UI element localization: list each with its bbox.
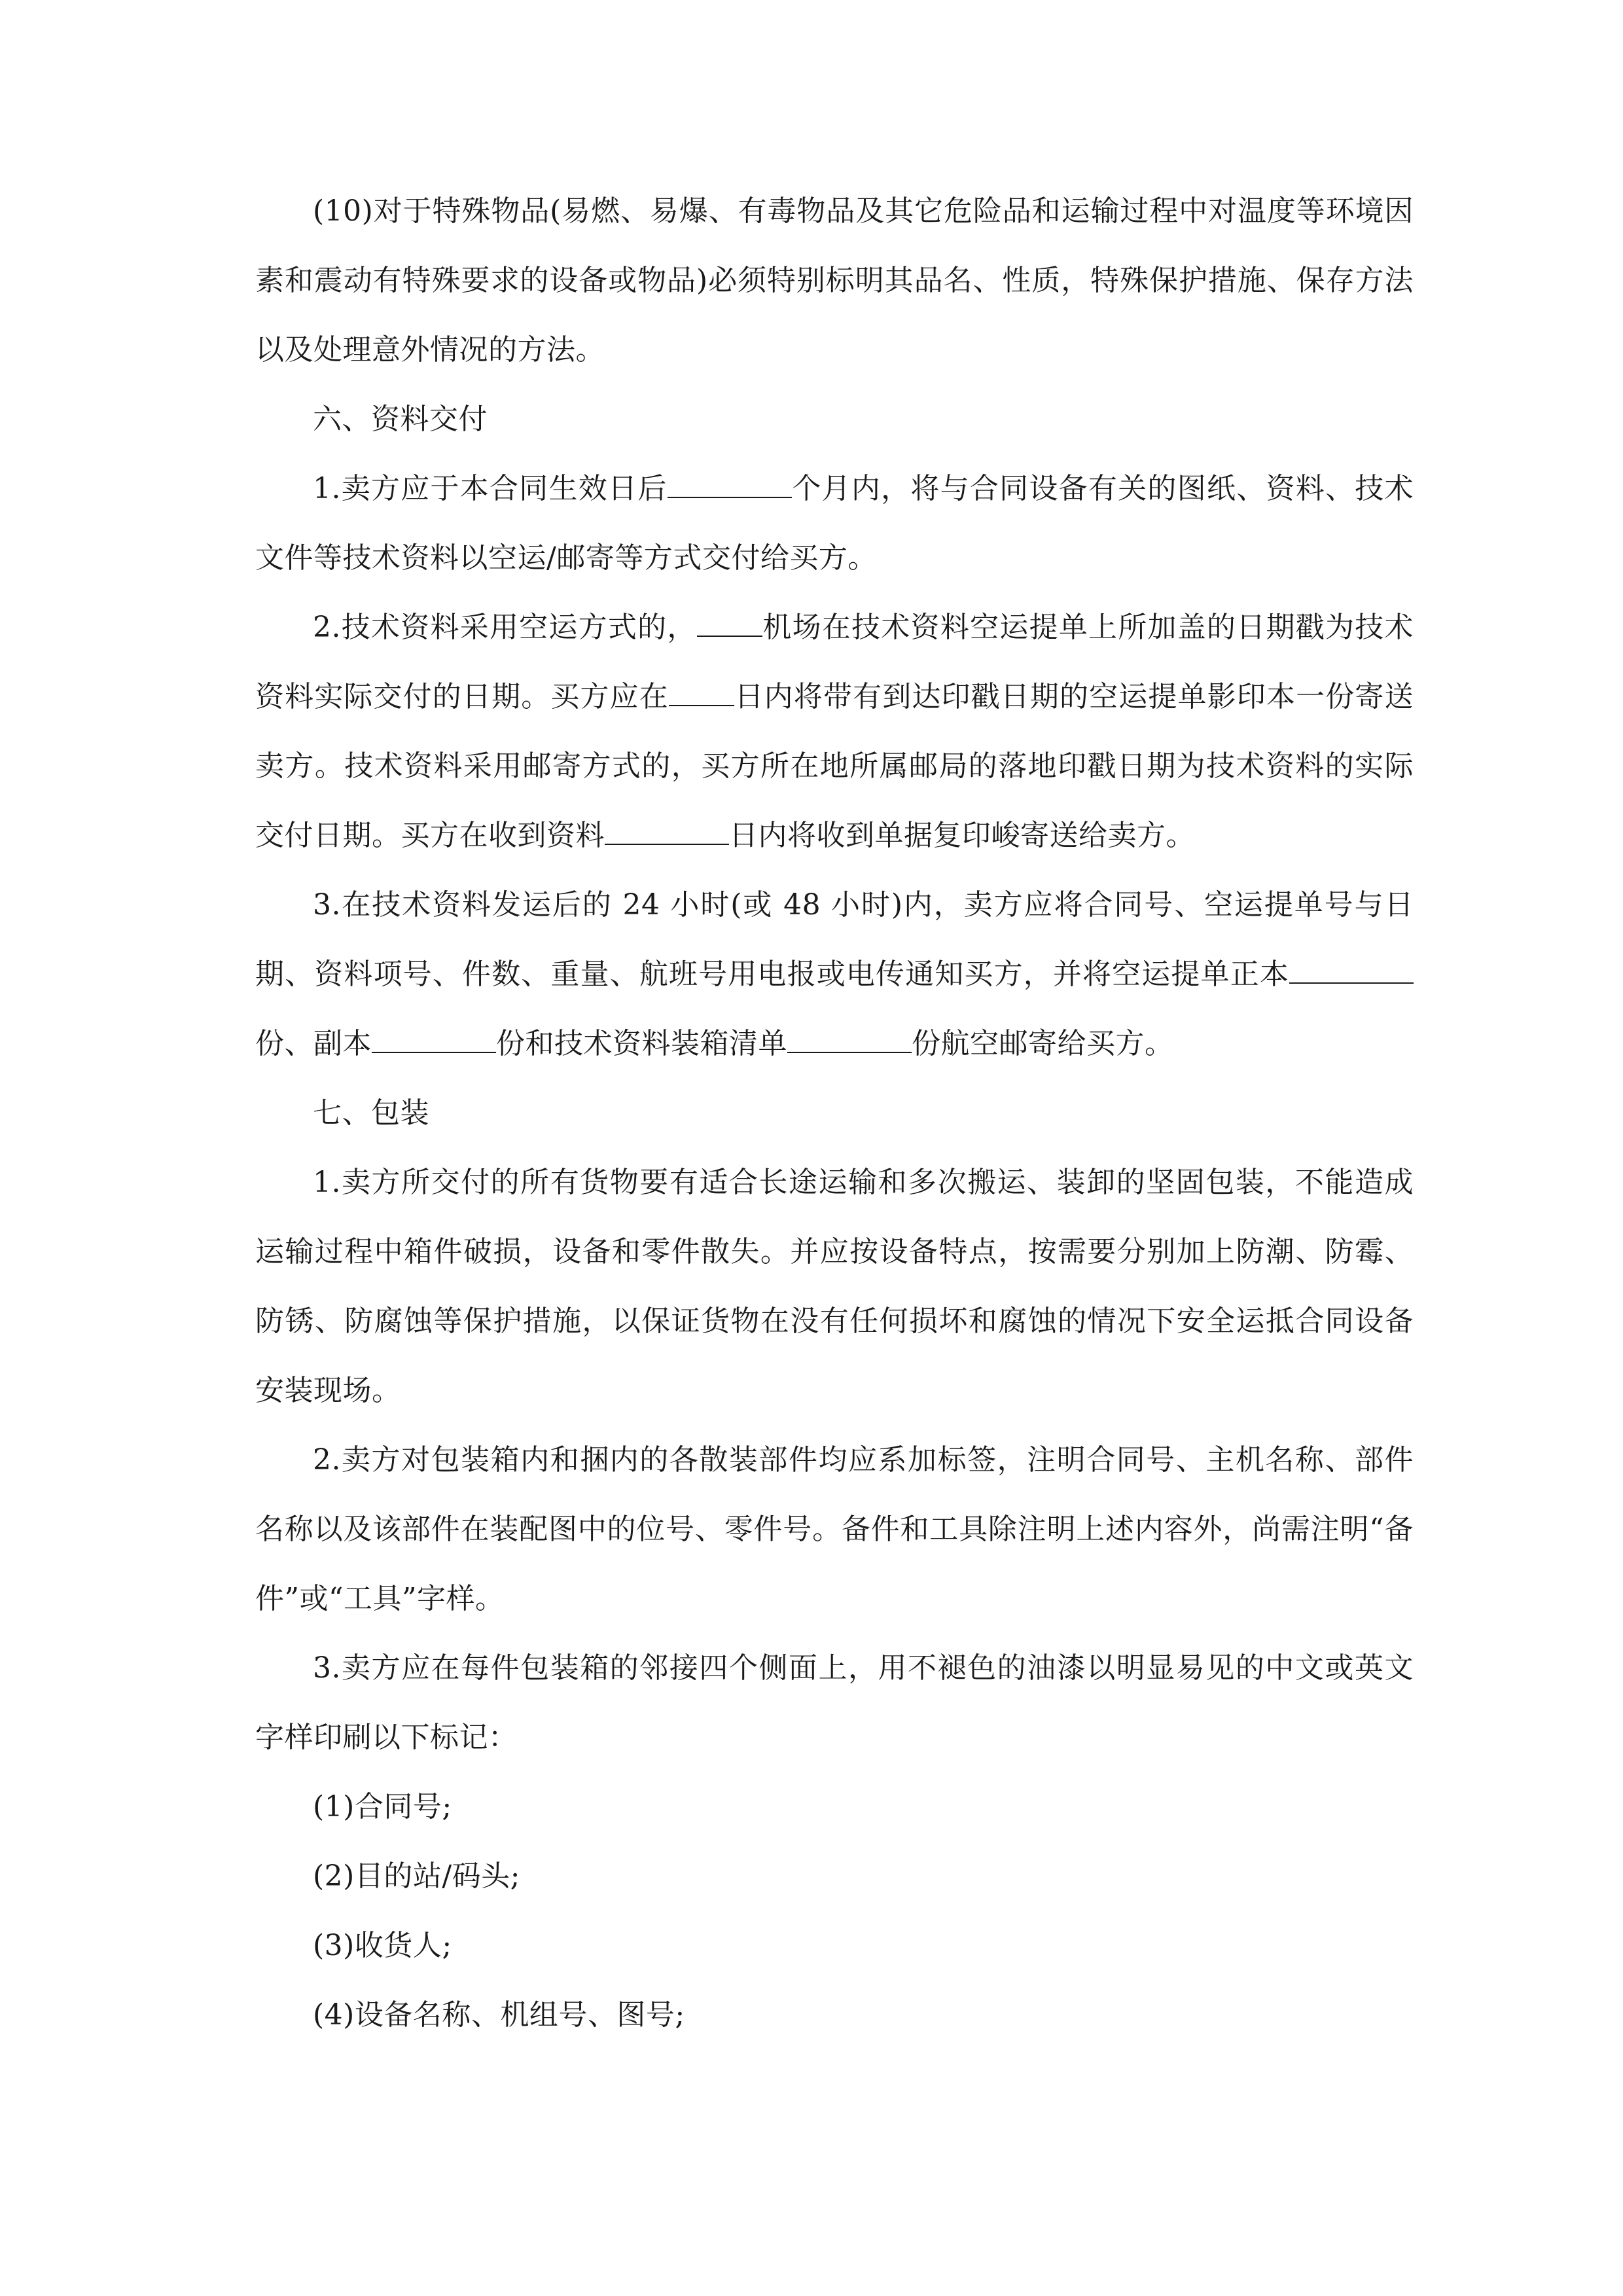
text-segment: (2)目的站/码头; — [313, 1859, 520, 1893]
paragraph-6-1 — [255, 454, 1414, 593]
document-body — [255, 177, 1414, 2050]
fill-in-blank — [787, 1026, 912, 1053]
fill-in-blank — [697, 609, 762, 637]
text-segment: 1.卖方应于本合同生效日后 — [313, 472, 668, 505]
text-segment: 3.卖方应在每件包装箱的邻接四个侧面上，用不褪色的油漆以明显易见的中文或英文字样印刷以下标记： — [255, 1651, 1414, 1754]
text-segment: 机场在技术资料空运提单上所加盖的日期戳为技术资料实际交付的日期。买方应在 — [255, 611, 1414, 713]
paragraph-7-2 — [255, 1426, 1414, 1634]
paragraph-item-10 — [255, 177, 1414, 385]
mark-item-3 — [255, 1911, 1414, 1981]
mark-item-1 — [255, 1772, 1414, 1842]
text-segment: 2.卖方对包装箱内和捆内的各散装部件均应系加标签，注明合同号、主机名称、部件名称以及该部件在装配图中的位号、零件号。备件和工具除注明上述内容外，尚需注明“备件”或“工具”字样。 — [255, 1443, 1414, 1615]
text-segment: (1)合同号; — [313, 1790, 452, 1823]
text-segment: 个月内，将与合同设备有关的图纸、资料、技术文件等技术资料以空运/邮寄等方式交付给买方。 — [255, 472, 1414, 575]
paragraph-6-2 — [255, 593, 1414, 870]
mark-item-4 — [255, 1981, 1414, 2050]
text-segment: 日内将带有到达印戳日期的空运提单影印本一份寄送卖方。技术资料采用邮寄方式的，买方所在地所属邮局的落地印戳日期为技术资料的实际交付日期。买方在收到资料 — [255, 680, 1414, 852]
text-segment: 日内将收到单据复印峻寄送给卖方。 — [729, 819, 1195, 852]
text-segment: 1.卖方所交付的所有货物要有适合长途运输和多次搬运、装卸的坚固包装，不能造成运输过程中箱件破损，设备和零件散失。并应按设备特点，按需要分别加上防潮、防霉、防锈、防腐蚀等保护措施，以保证货物在没有任何损坏和腐蚀的情况下安全运抵合同设备安装现场。 — [255, 1166, 1414, 1407]
text-segment: 2.技术资料采用空运方式的， — [313, 611, 697, 644]
text-segment: 份航空邮寄给买方。 — [912, 1027, 1174, 1060]
text-segment: 份和技术资料装箱清单 — [496, 1027, 787, 1060]
paragraph-7-1 — [255, 1148, 1414, 1426]
paragraph-6-3 — [255, 870, 1414, 1079]
heading-text: 六、资料交付 — [313, 403, 488, 436]
text-segment: 3.在技术资料发运后的 24 小时(或 48 小时)内，卖方应将合同号、空运提单号与日期、资料项号、件数、重量、航班号用电报或电传通知买方，并将空运提单正本 — [255, 888, 1414, 991]
heading-text: 七、包装 — [313, 1096, 429, 1130]
fill-in-blank — [372, 1026, 496, 1053]
text-segment: (3)收货人; — [313, 1929, 452, 1962]
fill-in-blank — [668, 471, 792, 498]
text-segment: (10)对于特殊物品(易燃、易爆、有毒物品及其它危险品和运输过程中对温度等环境因素和震动有特殊要求的设备或物品)必须特别标明其品名、性质，特殊保护措施、保存方法以及处理意外情况的方法。 — [255, 194, 1414, 367]
fill-in-blank — [669, 679, 734, 706]
section-heading-6 — [255, 385, 1414, 454]
paragraph-7-3 — [255, 1634, 1414, 1772]
mark-item-2 — [255, 1842, 1414, 1911]
fill-in-blank — [605, 817, 729, 845]
fill-in-blank — [1289, 956, 1414, 984]
text-segment: (4)设备名称、机组号、图号; — [313, 1998, 685, 2032]
text-segment: 份、副本 — [255, 1027, 372, 1060]
section-heading-7 — [255, 1079, 1414, 1148]
